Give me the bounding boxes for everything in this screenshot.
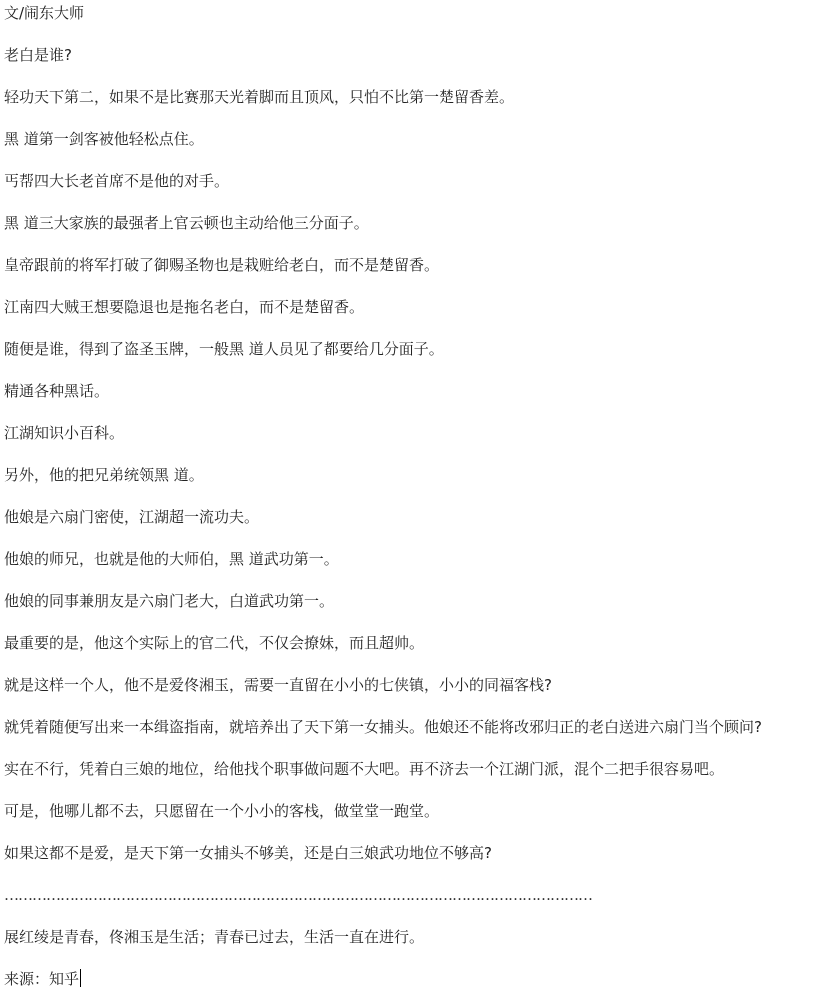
paragraph: 江南四大贼王想要隐退也是拖名老白，而不是楚留香。	[4, 298, 365, 316]
text-cursor	[80, 969, 81, 987]
paragraph: 可是，他哪儿都不去，只愿留在一个小小的客栈，做堂堂一跑堂。	[4, 802, 440, 820]
byline: 文/闹东大师	[4, 4, 85, 22]
paragraph: 江湖知识小百科。	[4, 424, 125, 442]
paragraph: 丐帮四大长老首席不是他的对手。	[4, 172, 230, 190]
paragraph: 黑 道第一剑客被他轻松点住。	[4, 130, 204, 148]
paragraph: 皇帝跟前的将军打破了御赐圣物也是栽赃给老白，而不是楚留香。	[4, 256, 440, 274]
paragraph: 老白是谁?	[4, 46, 72, 64]
paragraph: 黑 道三大家族的最强者上官云顿也主动给他三分面子。	[4, 214, 369, 232]
closing-paragraph: 展红绫是青春，佟湘玉是生活；青春已过去，生活一直在进行。	[4, 928, 425, 946]
paragraph: 就凭着随便写出来一本缉盗指南，就培养出了天下第一女捕头。他娘还不能将改邪归正的老白送进六扇门当个顾问?	[4, 718, 762, 736]
article-body	[4, 0, 834, 990]
source-text: 来源：知乎	[4, 970, 80, 988]
paragraph: 精通各种黑话。	[4, 382, 110, 400]
paragraph: 他娘的师兄，也就是他的大师伯，黑 道武功第一。	[4, 550, 339, 568]
paragraph: 最重要的是，他这个实际上的官二代，不仅会撩妹，而且超帅。	[4, 634, 425, 652]
dotted-separator: ………………………………………………………………………………………………………………	[4, 886, 592, 904]
paragraph: 轻功天下第二，如果不是比赛那天光着脚而且顶风，只怕不比第一楚留香差。	[4, 88, 515, 106]
paragraph: 如果这都不是爱，是天下第一女捕头不够美，还是白三娘武功地位不够高?	[4, 844, 492, 862]
paragraph: 他娘是六扇门密使，江湖超一流功夫。	[4, 508, 260, 526]
paragraph: 另外，他的把兄弟统领黑 道。	[4, 466, 204, 484]
paragraph: 他娘的同事兼朋友是六扇门老大，白道武功第一。	[4, 592, 335, 610]
paragraph: 实在不行，凭着白三娘的地位，给他找个职事做问题不大吧。再不济去一个江湖门派，混个二把手很容易吧。	[4, 760, 725, 778]
source-line[interactable]	[4, 968, 834, 990]
paragraph: 随便是谁，得到了盗圣玉牌，一般黑 道人员见了都要给几分面子。	[4, 340, 444, 358]
paragraph: 就是这样一个人，他不是爱佟湘玉，需要一直留在小小的七侠镇，小小的同福客栈?	[4, 676, 552, 694]
